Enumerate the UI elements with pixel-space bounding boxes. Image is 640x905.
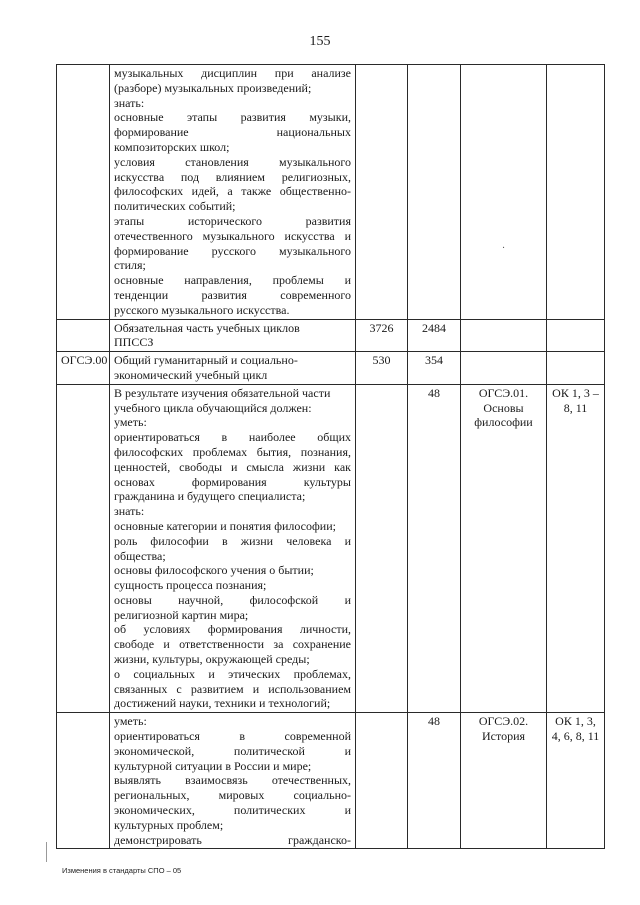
cell-max-load xyxy=(356,384,408,713)
cell-description xyxy=(110,65,356,320)
cell-description xyxy=(110,352,356,385)
description-line: знать: xyxy=(114,95,145,110)
table-row-ogse-00 xyxy=(57,352,605,385)
description-line: условия становления музыкального xyxy=(114,154,351,169)
cell-description xyxy=(110,713,356,849)
description-line: тенденции развития современного xyxy=(114,287,351,302)
description-line: ценностей, свободы и смысла жизни как xyxy=(114,459,351,474)
cell-competencies xyxy=(547,65,605,320)
description-line: философских идей, а также общественно- xyxy=(114,184,351,199)
cell-discipline: ОГСЭ.01. Основы философии xyxy=(461,384,547,713)
cell-max-load xyxy=(356,713,408,849)
description-line: отечественного музыкального искусства и xyxy=(114,228,351,243)
description-line: религиозной картин мира; xyxy=(114,607,249,622)
description-line: этапы исторического развития xyxy=(114,213,351,228)
description-line: о социальных и этических проблемах, xyxy=(114,666,351,681)
description-line: культурной ситуации в России и мире; xyxy=(114,758,312,773)
description-line: философских проблемах бытия, познания, xyxy=(114,444,351,459)
cell-discipline xyxy=(461,352,547,385)
curriculum-table xyxy=(56,64,605,849)
description-line: общества; xyxy=(114,548,166,563)
description-line: основные этапы развития музыки, xyxy=(114,110,351,125)
cell-discipline xyxy=(461,319,547,352)
description-line: достижений науки, техники и технологий; xyxy=(114,696,331,711)
description-line: экономический учебный цикл xyxy=(114,367,268,382)
page-number: 155 xyxy=(309,34,331,49)
description-line: ориентироваться в наиболее общих xyxy=(114,430,351,445)
description-line: ориентироваться в современной xyxy=(114,729,351,744)
cell-code xyxy=(57,384,110,713)
scan-speck: · xyxy=(501,243,506,254)
description-line: связанных с развитием и использованием xyxy=(114,681,351,696)
cell-code xyxy=(57,713,110,849)
cell-code: ОГСЭ.00 xyxy=(57,352,110,385)
description-line: жизни, культуры, окружающей среды; xyxy=(114,652,310,667)
cell-code xyxy=(57,319,110,352)
description-line: свободе и ответственности за сохранение xyxy=(114,637,351,652)
description-line: стиля; xyxy=(114,258,146,273)
table-row-ogse-02 xyxy=(57,713,605,849)
description-line: Обязательная часть учебных циклов xyxy=(114,320,300,335)
cell-required-load: 48 xyxy=(408,384,461,713)
description-line: русского музыкального искусства. xyxy=(114,302,290,317)
description-line: учебного цикла обучающийся должен: xyxy=(114,400,312,415)
cell-competencies xyxy=(547,319,605,352)
cell-discipline xyxy=(461,65,547,320)
cell-required-load xyxy=(408,65,461,320)
description-line: формирование русского музыкального xyxy=(114,243,351,258)
description-line: знать: xyxy=(114,504,145,519)
description-line: экономических, политических и xyxy=(114,803,351,818)
description-line: основные направления, проблемы и xyxy=(114,273,351,288)
description-line: музыкальных дисциплин при анализе xyxy=(114,66,351,80)
cell-max-load: 3726 xyxy=(356,319,408,352)
cell-max-load xyxy=(356,65,408,320)
cell-required-load: 48 xyxy=(408,713,461,849)
description-line: основы научной, философской и xyxy=(114,592,351,607)
description-line: формирование национальных xyxy=(114,125,351,140)
description-line: гражданина и будущего специалиста; xyxy=(114,489,306,504)
description-line: сущность процесса познания; xyxy=(114,578,267,593)
footer-note: Изменения в стандарты СПО – 05 xyxy=(62,866,182,875)
cell-competencies: ОК 1, 3, 4, 6, 8, 11 xyxy=(547,713,605,849)
description-line: культурных проблем; xyxy=(114,817,224,832)
table-row-mandatory-part xyxy=(57,319,605,352)
cell-required-load: 2484 xyxy=(408,319,461,352)
cell-description xyxy=(110,319,356,352)
description-line: политических событий; xyxy=(114,199,236,214)
cell-discipline: ОГСЭ.02. История xyxy=(461,713,547,849)
description-line: роль философии в жизни человека и xyxy=(114,533,351,548)
description-line: основах формирования культуры xyxy=(114,474,351,489)
description-line: экономической, политической и xyxy=(114,743,351,758)
description-line: основы философского учения о бытии; xyxy=(114,563,314,578)
description-line: выявлять взаимосвязь отечественных, xyxy=(114,773,351,788)
cell-competencies xyxy=(547,352,605,385)
cell-description xyxy=(110,384,356,713)
table-row-ogse-01 xyxy=(57,384,605,713)
description-line: об условиях формирования личности, xyxy=(114,622,351,637)
table-row-music-continuation xyxy=(57,65,605,320)
description-line: уметь: xyxy=(114,415,147,430)
cell-code xyxy=(57,65,110,320)
description-line: искусства под влиянием религиозных, xyxy=(114,169,351,184)
curriculum-table-body xyxy=(57,65,605,849)
margin-mark xyxy=(46,842,47,862)
description-line: Общий гуманитарный и социально- xyxy=(114,353,298,368)
description-line: демонстрировать гражданско- xyxy=(114,832,351,847)
description-line: основные категории и понятия философии; xyxy=(114,518,336,533)
description-line: композиторских школ; xyxy=(114,139,230,154)
description-line: (разборе) музыкальных произведений; xyxy=(114,80,312,95)
description-line: уметь: xyxy=(114,714,147,729)
description-line: региональных, мировых социально- xyxy=(114,788,351,803)
cell-required-load: 354 xyxy=(408,352,461,385)
description-line: В результате изучения обязательной части xyxy=(114,385,331,400)
description-line: ППССЗ xyxy=(114,335,154,350)
cell-competencies: ОК 1, 3 – 8, 11 xyxy=(547,384,605,713)
cell-max-load: 530 xyxy=(356,352,408,385)
